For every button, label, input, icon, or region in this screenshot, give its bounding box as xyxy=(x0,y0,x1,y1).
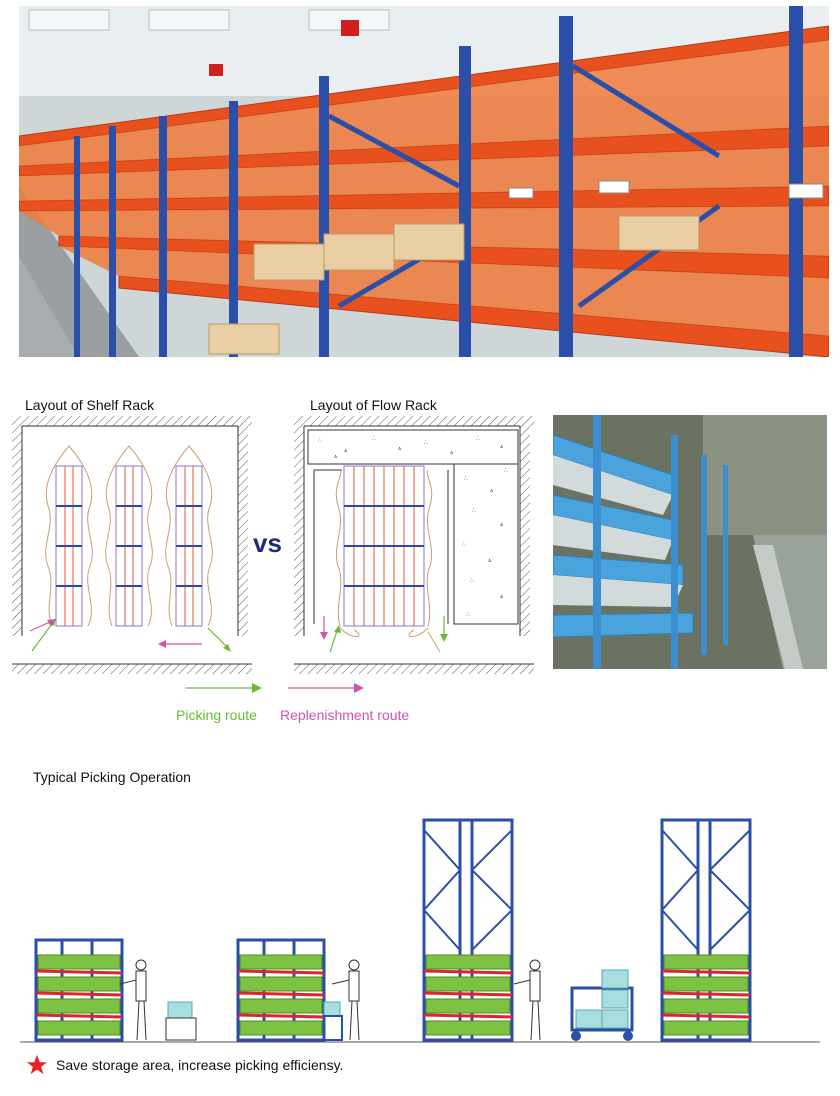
svg-text:ᐞ: ᐞ xyxy=(344,449,348,456)
svg-text:ᐞ: ᐞ xyxy=(488,559,492,566)
replenishment-route-legend xyxy=(280,680,440,723)
star-icon xyxy=(26,1054,48,1076)
svg-text:∴: ∴ xyxy=(424,439,428,446)
flow-rack-layout-diagram xyxy=(294,416,534,678)
svg-text:ᐞ: ᐞ xyxy=(500,595,504,602)
svg-text:∴: ∴ xyxy=(470,577,474,584)
svg-text:∴: ∴ xyxy=(476,435,480,442)
replenishment-route-label: Replenishment route xyxy=(280,707,410,723)
replenishment-route-arrow-icon xyxy=(280,680,370,696)
shelf-rack-scene-1 xyxy=(36,940,196,1040)
blue-flow-rack-photo xyxy=(553,415,827,669)
picking-route-arrow-icon xyxy=(176,680,266,696)
svg-text:ᐞ: ᐞ xyxy=(500,523,504,530)
typical-picking-operation-title: Typical Picking Operation xyxy=(33,769,191,785)
picking-route-label: Picking route xyxy=(176,707,257,723)
svg-text:ᐞ: ᐞ xyxy=(398,447,402,454)
footer-note-text: Save storage area, increase picking efficiensy. xyxy=(56,1057,344,1073)
svg-text:∴: ∴ xyxy=(318,437,322,444)
svg-text:ᐞ: ᐞ xyxy=(490,489,494,496)
picking-route-legend xyxy=(176,680,266,723)
svg-text:∴: ∴ xyxy=(466,611,470,618)
svg-text:∴: ∴ xyxy=(372,435,376,442)
svg-text:∴: ∴ xyxy=(472,507,476,514)
versus-label: vs xyxy=(253,528,282,558)
svg-text:∴: ∴ xyxy=(464,475,468,482)
svg-text:ᐞ: ᐞ xyxy=(500,445,504,452)
picking-operation-illustration xyxy=(20,810,820,1050)
tall-rack-scene-4 xyxy=(662,820,750,1040)
shelf-rack-layout-title: Layout of Shelf Rack xyxy=(25,397,155,413)
shelf-rack-layout-diagram xyxy=(12,416,252,678)
tall-rack-scene-3 xyxy=(424,820,633,1041)
svg-text:∴: ∴ xyxy=(462,541,466,548)
footer-note xyxy=(26,1054,343,1076)
svg-text:ᐞ: ᐞ xyxy=(450,451,454,458)
shelf-rack-scene-2 xyxy=(238,940,359,1040)
warehouse-flow-rack-photo xyxy=(19,6,829,357)
flow-rack-layout-title: Layout of Flow Rack xyxy=(310,397,437,413)
svg-text:ᐞ: ᐞ xyxy=(334,455,338,462)
svg-text:∴: ∴ xyxy=(504,467,508,474)
